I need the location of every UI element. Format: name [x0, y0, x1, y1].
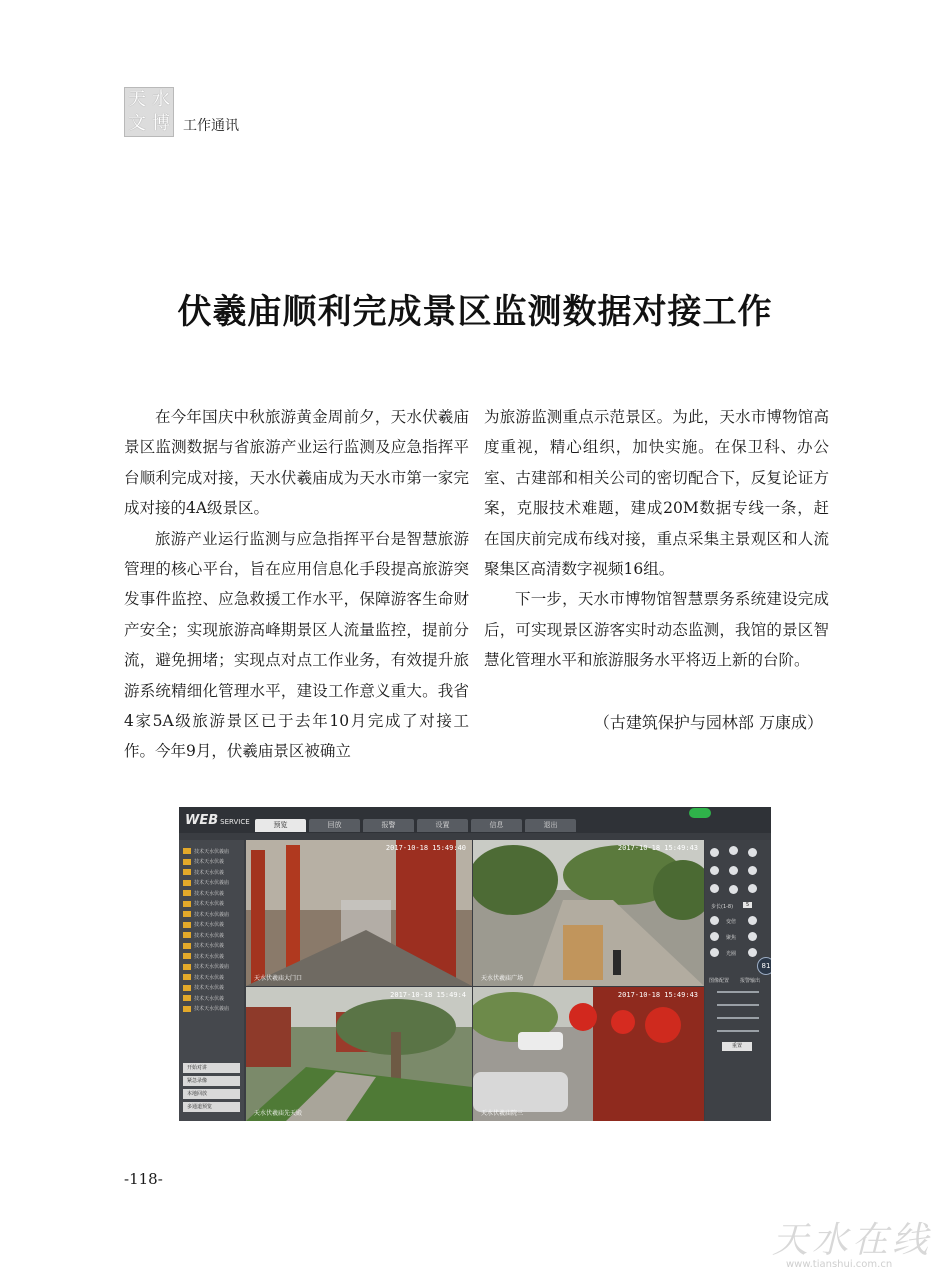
- iris-close-icon[interactable]: [710, 948, 719, 957]
- paragraph: 下一步，天水市博物馆智慧票务系统建设完成后，可实现景区游客实时动态监测，我馆的景区智慧化管理水平和旅游服务水平将迈上新的台阶。: [484, 590, 829, 670]
- channel-item[interactable]: 技术天水伏羲: [179, 951, 244, 962]
- section-label: 工作通讯: [183, 118, 239, 134]
- video-timestamp: 2017-10-18 15:49:43: [617, 844, 698, 852]
- multi-channel-preview-button[interactable]: 多通道预览: [183, 1102, 240, 1112]
- saturation-slider[interactable]: [717, 1017, 759, 1019]
- tab-settings[interactable]: 设置: [417, 819, 468, 832]
- journal-logo: [124, 87, 174, 137]
- iris-open-icon[interactable]: [748, 948, 757, 957]
- channel-item[interactable]: 技术天水伏羲: [179, 867, 244, 878]
- notification-badge: 81: [757, 957, 771, 975]
- ptz-left-icon[interactable]: [710, 866, 719, 875]
- video-frame-lanterns: [473, 987, 704, 1121]
- channel-item[interactable]: 技术天水伏羲庙: [179, 846, 244, 857]
- video-tile[interactable]: [246, 840, 472, 986]
- brand-sub: SERVICE: [220, 818, 250, 826]
- video-timestamp: 2017-10-18 15:49:43: [617, 991, 698, 999]
- channel-item[interactable]: 技术天水伏羲: [179, 972, 244, 983]
- app-header: [179, 807, 771, 833]
- camera-icon: [183, 922, 191, 928]
- camera-icon: [183, 974, 191, 980]
- ptz-up-right-icon[interactable]: [748, 848, 757, 857]
- status-indicator-icon: [689, 808, 711, 818]
- video-channel-name: 天水伏羲庙院三: [481, 1110, 524, 1117]
- ptz-up-icon[interactable]: [729, 846, 738, 855]
- channel-item[interactable]: 技术天水伏羲: [179, 983, 244, 994]
- video-channel-name: 天水伏羲庙先天殿: [254, 1110, 303, 1117]
- contrast-slider[interactable]: [717, 1004, 759, 1006]
- focus-label: 聚焦: [726, 935, 737, 941]
- video-tile[interactable]: [473, 987, 704, 1121]
- channel-item[interactable]: 技术天水伏羲庙: [179, 1004, 244, 1015]
- alarm-output-tab[interactable]: 报警输出: [740, 978, 761, 984]
- video-timestamp: 2017-10-18 15:49:40: [385, 844, 466, 852]
- video-frame-plaza: [473, 840, 704, 986]
- channel-item[interactable]: 技术天水伏羲: [179, 930, 244, 941]
- tab-bar: [255, 819, 576, 832]
- talk-button[interactable]: 开始对讲: [183, 1063, 240, 1073]
- watermark-url: www.tianshui.com.cn: [786, 1259, 893, 1270]
- tab-logout[interactable]: 退出: [525, 819, 576, 832]
- tab-preview[interactable]: 预览: [255, 819, 306, 832]
- zoom-out-icon[interactable]: [710, 916, 719, 925]
- video-tile[interactable]: [246, 987, 472, 1121]
- logo-char: 天: [128, 89, 146, 110]
- video-tile[interactable]: [473, 840, 704, 986]
- emergency-record-button[interactable]: 紧急录像: [183, 1076, 240, 1086]
- local-playback-button[interactable]: 本地回放: [183, 1089, 240, 1099]
- focus-far-icon[interactable]: [748, 932, 757, 941]
- ptz-center-icon[interactable]: [729, 866, 738, 875]
- focus-near-icon[interactable]: [710, 932, 719, 941]
- image-config-tab[interactable]: 图像配置: [709, 978, 730, 984]
- video-channel-name: 天水伏羲庙大门口: [254, 975, 303, 982]
- ptz-right-icon[interactable]: [748, 866, 757, 875]
- channel-item[interactable]: 技术天水伏羲庙: [179, 962, 244, 973]
- camera-icon: [183, 890, 191, 896]
- watermark: [772, 1212, 942, 1272]
- channel-item[interactable]: 技术天水伏羲庙: [179, 878, 244, 889]
- iris-label: 光圈: [726, 951, 737, 957]
- camera-icon: [183, 953, 191, 959]
- page-number: -118-: [124, 1170, 163, 1188]
- paragraph: 为旅游监测重点示范景区。为此，天水市博物馆高度重视，精心组织，加快实施。在保卫科、办公室、古建部和相关公司的密切配合下，反复论证方案，克服技术难题，建成20M数据专线一条，赶在国庆前完成布线对接，重点采集主景观区和人流聚集区高清数字视频16组。: [484, 408, 829, 579]
- paragraph: 旅游产业运行监测与应急指挥平台是智慧旅游管理的核心平台，旨在应用信息化手段提高旅游突发事件监控、应急救援工作水平，保障游客生命财产安全；实现旅游高峰期景区人流量监控，提前分流，避免拥堵；实现点对点工作业务，有效提升旅游系统精细化管理水平，建设工作意义重大。我省4家5A级旅游景区已于去年10月完成了对接工作。今年9月，伏羲庙景区被确立: [124, 529, 469, 761]
- ptz-down-right-icon[interactable]: [748, 884, 757, 893]
- tab-alarm[interactable]: 报警: [363, 819, 414, 832]
- camera-icon: [183, 869, 191, 875]
- video-frame-courtyard: [246, 987, 472, 1121]
- ptz-down-icon[interactable]: [729, 885, 738, 894]
- camera-icon: [183, 1006, 191, 1012]
- logo-char: 博: [152, 113, 170, 134]
- watermark-text: 天水在线: [772, 1220, 933, 1261]
- step-select[interactable]: 5: [743, 902, 752, 908]
- channel-list: [179, 840, 244, 1121]
- video-timestamp: 2017-10-18 15:49:4: [390, 991, 466, 999]
- video-frame-gate: [246, 840, 472, 986]
- zoom-in-icon[interactable]: [748, 916, 757, 925]
- logo-char: 文: [128, 113, 146, 134]
- video-channel-name: 天水伏羲庙广场: [481, 975, 524, 982]
- article-title: 伏羲庙顺利完成景区监测数据对接工作: [177, 292, 773, 332]
- camera-icon: [183, 995, 191, 1001]
- paragraph: 在今年国庆中秋旅游黄金周前夕，天水伏羲庙景区监测数据与省旅游产业运行监测及应急指挥平台顺利完成对接，天水伏羲庙成为天水市第一家完成对接的4A级景区。: [124, 408, 469, 518]
- byline: （古建筑保护与园林部 万康成）: [593, 712, 823, 732]
- article-column-right: [484, 402, 829, 738]
- camera-icon: [183, 859, 191, 865]
- brightness-slider[interactable]: [717, 991, 759, 993]
- channel-item[interactable]: 技术天水伏羲: [179, 993, 244, 1004]
- surveillance-screenshot: [179, 807, 771, 1121]
- zoom-label: 变倍: [726, 919, 737, 925]
- ptz-up-left-icon[interactable]: [710, 848, 719, 857]
- reset-button[interactable]: 重置: [722, 1042, 752, 1051]
- tab-info[interactable]: 信息: [471, 819, 522, 832]
- channel-item[interactable]: 技术天水伏羲: [179, 857, 244, 868]
- brand-text: WEB: [185, 813, 219, 828]
- ptz-down-left-icon[interactable]: [710, 884, 719, 893]
- ptz-control-panel: [705, 840, 771, 1121]
- camera-icon: [183, 848, 191, 854]
- camera-icon: [183, 943, 191, 949]
- channel-item[interactable]: 技术天水伏羲: [179, 920, 244, 931]
- camera-icon: [183, 932, 191, 938]
- step-label: 步长(1-8): [711, 904, 734, 910]
- channel-item[interactable]: 技术天水伏羲: [179, 888, 244, 899]
- channel-item[interactable]: 技术天水伏羲庙: [179, 909, 244, 920]
- logo-char: 水: [152, 89, 170, 110]
- hue-slider[interactable]: [717, 1030, 759, 1032]
- channel-item[interactable]: 技术天水伏羲: [179, 899, 244, 910]
- channel-item[interactable]: 技术天水伏羲: [179, 941, 244, 952]
- camera-icon: [183, 901, 191, 907]
- camera-icon: [183, 985, 191, 991]
- camera-icon: [183, 964, 191, 970]
- camera-icon: [183, 880, 191, 886]
- tab-playback[interactable]: 回放: [309, 819, 360, 832]
- brand-logo: [185, 813, 250, 828]
- article-column-left: [124, 402, 469, 767]
- camera-icon: [183, 911, 191, 917]
